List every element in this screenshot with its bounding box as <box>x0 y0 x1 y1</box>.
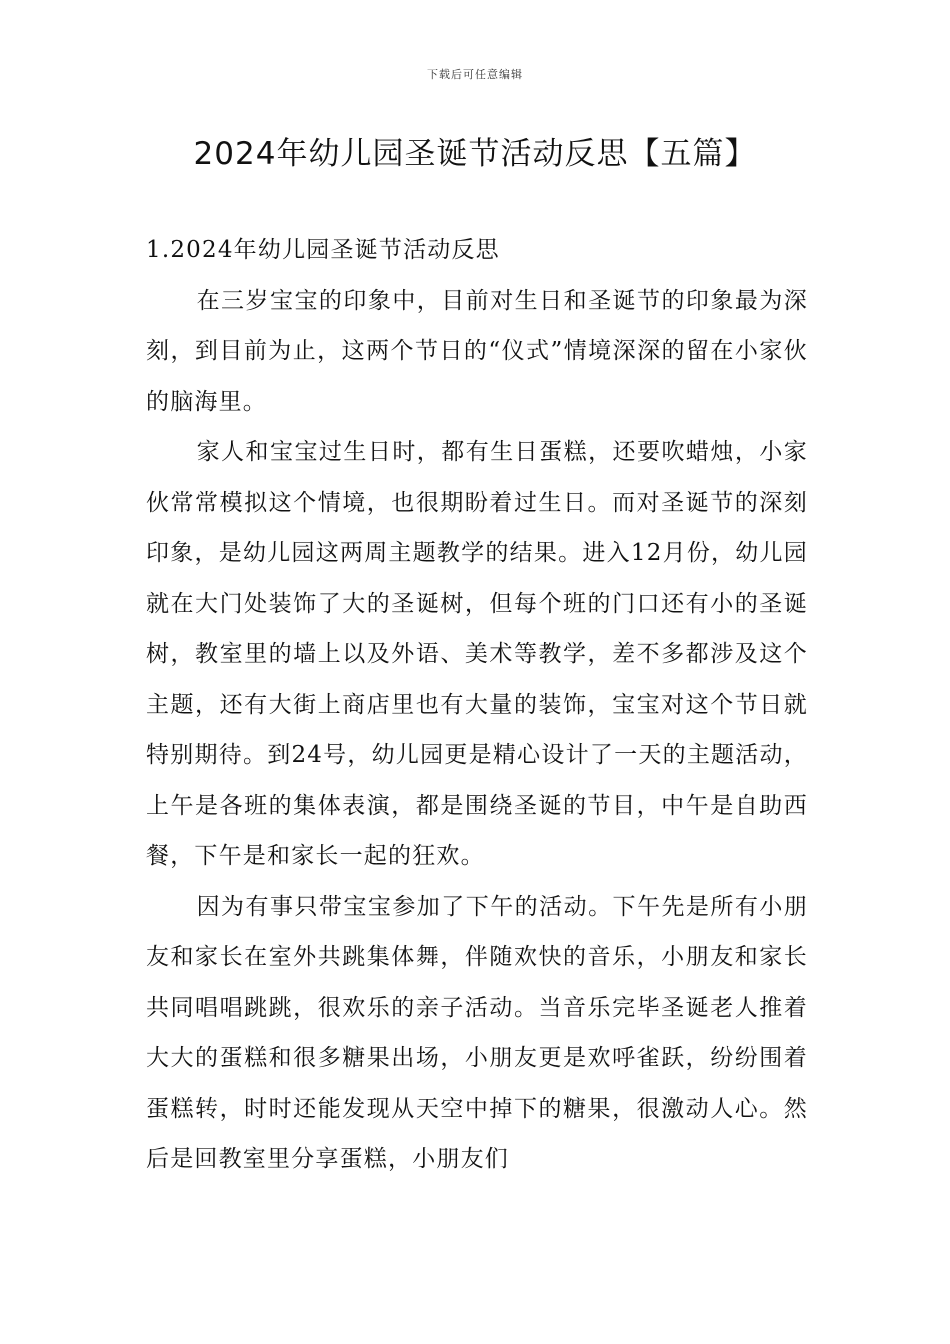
document-title: 2024年幼儿园圣诞节活动反思【五篇】 <box>193 136 757 172</box>
document-body <box>146 225 808 1185</box>
section-heading: 1.2024年幼儿园圣诞节活动反思 <box>146 237 500 263</box>
paragraph-3: 因为有事只带宝宝参加了下午的活动。下午先是所有小朋友和家长在室外共跳集体舞，伴随欢快的音乐，小朋友和家长共同唱唱跳跳，很欢乐的亲子活动。当音乐完毕圣诞老人推着大大的蛋糕和很多糖果出场，小朋友更是欢呼雀跃，纷纷围着蛋糕转，时时还能发现从天空中掉下的糖果，很激动人心。然后是回教室里分享蛋糕，小朋友们 <box>146 893 808 1172</box>
paragraph-1: 在三岁宝宝的印象中，目前对生日和圣诞节的印象最为深刻，到目前为止，这两个节日的“仪式”情境深深的留在小家伙的脑海里。 <box>146 287 808 415</box>
paragraph-2: 家人和宝宝过生日时，都有生日蛋糕，还要吹蜡烛，小家伙常常模拟这个情境，也很期盼着过生日。而对圣诞节的深刻印象，是幼儿园这两周主题教学的结果。进入12月份，幼儿园就在大门处装饰了大的圣诞树，但每个班的门口还有小的圣诞树，教室里的墙上以及外语、美术等教学，差不多都涉及这个主题，还有大街上商店里也有大量的装饰，宝宝对这个节日就特别期待。到24号，幼儿园更是精心设计了一天的主题活动，上午是各班的集体表演，都是围绕圣诞的节目，中午是自助西餐，下午是和家长一起的狂欢。 <box>146 439 808 869</box>
header-note: 下载后可任意编辑 <box>427 68 523 81</box>
